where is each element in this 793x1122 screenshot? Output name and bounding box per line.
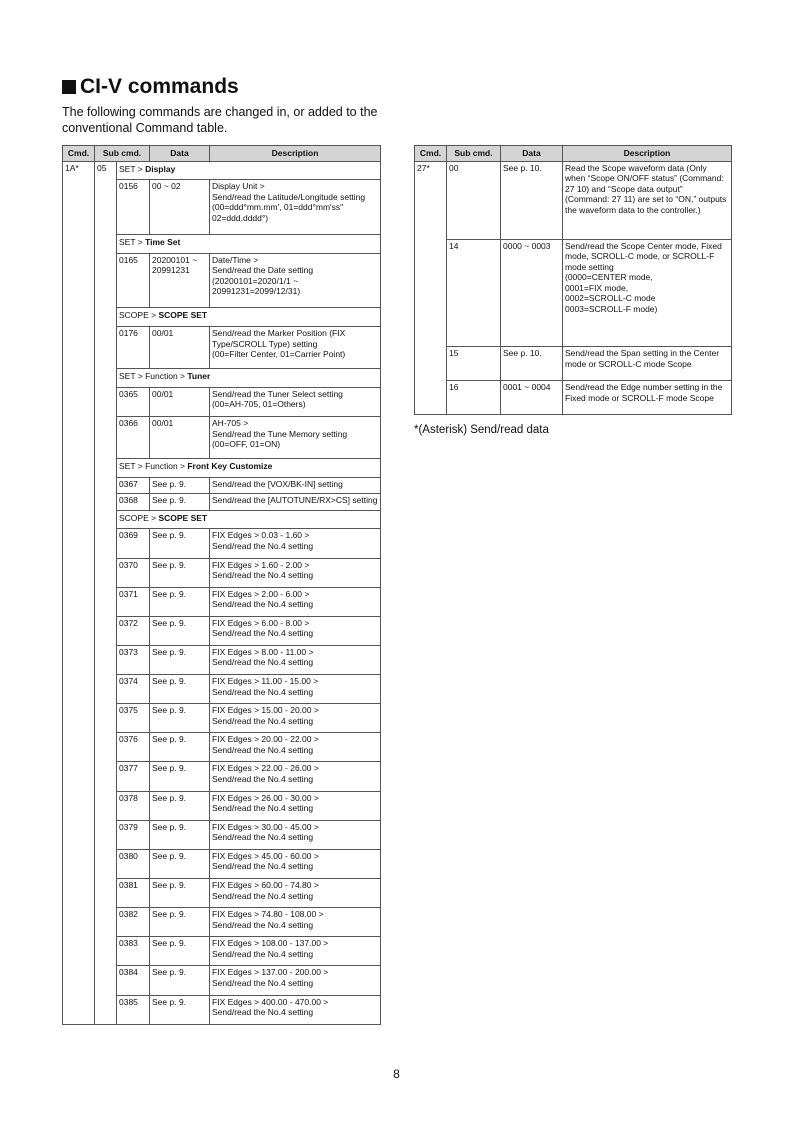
description-cell — [210, 733, 381, 762]
description-line: Send/read the Date setting — [212, 265, 314, 276]
page-number: 8 — [393, 1067, 400, 1081]
col-header-cmd: Cmd. — [415, 146, 447, 162]
description-line: FIX Edges > 60.00 - 74.80 > — [212, 880, 319, 891]
description-line: Send/read the No.4 setting — [212, 861, 314, 872]
data-cell: See p. 9. — [150, 477, 210, 493]
table-row — [415, 381, 732, 415]
data-cell: See p. 9. — [150, 849, 210, 878]
code-cell: 0378 — [117, 791, 150, 820]
description-cell — [210, 387, 381, 416]
description-line: Send/read the Tuner Select setting — [212, 388, 343, 399]
description-line: Send/read the Tune Memory setting — [212, 428, 348, 439]
description-line: Send/read the No.4 setting — [212, 948, 314, 959]
description-cell — [210, 675, 381, 704]
section-title — [117, 161, 381, 180]
code-cell: 0366 — [117, 417, 150, 459]
description-cell — [210, 587, 381, 616]
code-cell: 0380 — [117, 849, 150, 878]
description-line: Display Unit > — [212, 181, 265, 192]
command-table-27 — [414, 145, 732, 415]
code-cell: 0374 — [117, 675, 150, 704]
data-cell: See p. 9. — [150, 494, 210, 510]
description-line: FIX Edges > 1.60 - 2.00 > — [212, 559, 310, 570]
data-cell: See p. 9. — [150, 645, 210, 674]
code-cell: 0381 — [117, 879, 150, 908]
description-line: Send/read the [VOX/BK-IN] setting — [212, 478, 343, 489]
table-header-row — [415, 146, 732, 162]
description-line: Send/read the No.4 setting — [212, 686, 314, 697]
section-path: SCOPE > — [119, 512, 159, 523]
sub-cmd-cell: 14 — [447, 239, 501, 347]
data-cell: See p. 9. — [150, 908, 210, 937]
code-cell: 0165 — [117, 253, 150, 308]
sub-cmd-cell: 16 — [447, 381, 501, 415]
description-line: FIX Edges > 137.00 - 200.00 > — [212, 967, 329, 978]
description-line: Send/read the No.4 setting — [212, 919, 314, 930]
description-line: Send/read the No.4 setting — [212, 773, 314, 784]
description-line: Send/read the No.4 setting — [212, 599, 314, 610]
description-line: FIX Edges > 0.03 - 1.60 > — [212, 530, 310, 541]
sub-cmd-cell: 15 — [447, 347, 501, 381]
code-cell: 0384 — [117, 966, 150, 995]
description-line: FIX Edges > 2.00 - 6.00 > — [212, 588, 310, 599]
command-table-1a — [62, 145, 381, 1025]
code-cell: 0367 — [117, 477, 150, 493]
table-row — [415, 347, 732, 381]
description-line: AH-705 > — [212, 418, 249, 429]
table-header-row — [63, 146, 381, 162]
description-line: 0001=FIX mode, — [565, 282, 629, 293]
section-title — [117, 308, 381, 327]
data-cell: See p. 9. — [150, 704, 210, 733]
description-line: FIX Edges > 8.00 - 11.00 > — [212, 646, 314, 657]
code-cell: 0375 — [117, 704, 150, 733]
code-cell: 0370 — [117, 558, 150, 587]
code-cell: 0385 — [117, 995, 150, 1024]
description-line: Send/read the Latitude/Longitude setting — [212, 191, 366, 202]
data-cell: See p. 9. — [150, 879, 210, 908]
description-cell — [210, 327, 381, 369]
description-line: (00=OFF, 01=ON) — [212, 439, 281, 450]
description-line: Send/read the No.4 setting — [212, 890, 314, 901]
code-cell: 0156 — [117, 180, 150, 235]
description-cell — [563, 239, 732, 347]
description-cell — [210, 820, 381, 849]
description-line: FIX Edges > 11.00 - 15.00 > — [212, 676, 319, 687]
data-cell: See p. 9. — [150, 529, 210, 558]
description-cell — [210, 645, 381, 674]
description-line: Send/read the Span setting in the Center mode or SCROLL-C mode Scope — [565, 348, 720, 369]
section-path: SET > Function > — [119, 460, 188, 471]
col-header-data: Data — [150, 146, 210, 162]
description-line: FIX Edges > 22.00 - 26.00 > — [212, 763, 319, 774]
data-cell: See p. 10. — [501, 161, 563, 239]
code-cell: 0368 — [117, 494, 150, 510]
sub-cmd-cell: 00 — [447, 161, 501, 239]
data-cell: See p. 9. — [150, 937, 210, 966]
description-line: Send/read the No.4 setting — [212, 977, 314, 988]
description-cell — [210, 966, 381, 995]
description-line: (00=ddd°mm.mm', 01=ddd°mm'ss" — [212, 202, 344, 213]
section-name: Display — [145, 163, 176, 174]
description-line: FIX Edges > 6.00 - 8.00 > — [212, 617, 310, 628]
description-line: FIX Edges > 20.00 - 22.00 > — [212, 734, 319, 745]
description-line: (00=Filter Center, 01=Carrier Point) — [212, 349, 346, 360]
intro-paragraph: The following commands are changed in, or added to the conventional Command table. — [62, 105, 378, 135]
col-header-sub-cmd: Sub cmd. — [447, 146, 501, 162]
code-cell: 0373 — [117, 645, 150, 674]
description-cell — [563, 161, 732, 239]
data-cell: 00/01 — [150, 387, 210, 416]
description-line: Send/read the No.4 setting — [212, 657, 314, 668]
description-line: FIX Edges > 15.00 - 20.00 > — [212, 705, 319, 716]
description-line: Send/read the No.4 setting — [212, 540, 314, 551]
section-title — [117, 510, 381, 529]
col-header-description: Description — [563, 146, 732, 162]
col-header-description: Description — [210, 146, 381, 162]
code-cell: 0379 — [117, 820, 150, 849]
data-cell: 0001 ~ 0004 — [501, 381, 563, 415]
cmd-cell: 1A* — [63, 161, 95, 1025]
description-cell — [210, 762, 381, 791]
code-cell: 0369 — [117, 529, 150, 558]
data-cell: 20200101 ~ 20991231 — [150, 253, 210, 308]
description-line: Read the Scope waveform data (Only when “Scope ON/OFF status” (Command: 27 10) and “Scope data output” (Command: 27 11) are set to “ON,” outputs the waveform data to the controller.) — [565, 162, 727, 215]
section-row — [63, 161, 381, 180]
description-cell — [210, 704, 381, 733]
description-cell — [210, 417, 381, 459]
data-cell: See p. 10. — [501, 347, 563, 381]
description-cell — [210, 477, 381, 493]
data-cell: See p. 9. — [150, 616, 210, 645]
section-title — [117, 369, 381, 388]
description-cell — [210, 616, 381, 645]
description-cell — [210, 879, 381, 908]
description-line: 02=ddd.dddd°) — [212, 212, 269, 223]
description-cell — [210, 180, 381, 235]
description-line: Send/read the Scope Center mode, Fixed mode, SCROLL-C mode, or SCROLL-F mode setting — [565, 240, 722, 272]
description-line: (20200101=2020/1/1 ~ — [212, 275, 299, 286]
section-title — [117, 458, 381, 477]
description-cell — [563, 381, 732, 415]
description-line: Send/read the No.4 setting — [212, 803, 314, 814]
data-cell: 0000 ~ 0003 — [501, 239, 563, 347]
description-line: FIX Edges > 108.00 - 137.00 > — [212, 938, 329, 949]
description-line: (00=AH-705, 01=Others) — [212, 399, 306, 410]
data-cell: See p. 9. — [150, 791, 210, 820]
section-name: Time Set — [145, 236, 181, 247]
section-name: Tuner — [187, 371, 211, 382]
description-cell — [210, 908, 381, 937]
description-cell — [210, 849, 381, 878]
section-path: SET > — [119, 236, 146, 247]
section-name: SCOPE SET — [158, 512, 208, 523]
description-cell — [210, 791, 381, 820]
description-cell — [210, 937, 381, 966]
section-path: SET > Function > — [119, 371, 188, 382]
description-line: Send/read the No.4 setting — [212, 715, 314, 726]
description-cell — [210, 995, 381, 1024]
code-cell: 0371 — [117, 587, 150, 616]
data-cell: See p. 9. — [150, 587, 210, 616]
code-cell: 0176 — [117, 327, 150, 369]
data-cell: See p. 9. — [150, 995, 210, 1024]
data-cell: 00/01 — [150, 417, 210, 459]
table-row — [415, 161, 732, 239]
description-line: Send/read the No.4 setting — [212, 570, 314, 580]
description-cell — [210, 529, 381, 558]
data-cell: See p. 9. — [150, 558, 210, 587]
description-line: Send/read the No.4 setting — [212, 628, 314, 639]
data-cell: See p. 9. — [150, 820, 210, 849]
code-cell: 0365 — [117, 387, 150, 416]
table-row — [415, 239, 732, 347]
cmd-cell: 27* — [415, 161, 447, 415]
section-title — [117, 234, 381, 253]
description-line: 20991231=2099/12/31) — [212, 286, 301, 297]
section-name: Front Key Customize — [187, 460, 273, 471]
description-line: Send/read the No.4 setting — [212, 1007, 314, 1018]
description-line: Send/read the [AUTOTUNE/RX>CS] setting — [212, 495, 378, 506]
asterisk-note: *(Asterisk) Send/read data — [414, 424, 549, 436]
description-line: Send/read the No.4 setting — [212, 832, 314, 843]
description-line: Send/read the No.4 setting — [212, 744, 314, 755]
data-cell: 00/01 — [150, 327, 210, 369]
data-cell: See p. 9. — [150, 762, 210, 791]
code-cell: 0377 — [117, 762, 150, 791]
data-cell: See p. 9. — [150, 966, 210, 995]
description-line: FIX Edges > 74.80 - 108.00 > — [212, 909, 324, 920]
description-line: FIX Edges > 30.00 - 45.00 > — [212, 821, 319, 832]
description-line: FIX Edges > 400.00 - 470.00 > — [212, 996, 329, 1007]
code-cell: 0383 — [117, 937, 150, 966]
col-header-sub-cmd: Sub cmd. — [95, 146, 150, 162]
page-title-text: CI-V commands — [80, 75, 239, 98]
description-line: Date/Time > — [212, 254, 259, 265]
code-cell: 0372 — [117, 616, 150, 645]
code-cell: 0382 — [117, 908, 150, 937]
data-cell: See p. 9. — [150, 733, 210, 762]
description-line: 0002=SCROLL-C mode — [565, 293, 656, 304]
code-cell: 0376 — [117, 733, 150, 762]
col-header-data: Data — [501, 146, 563, 162]
sub-cmd-cell: 05 — [95, 161, 117, 1025]
description-line: FIX Edges > 26.00 - 30.00 > — [212, 792, 319, 803]
description-cell — [210, 558, 381, 587]
description-line: 0003=SCROLL-F mode) — [565, 303, 658, 314]
section-name: SCOPE SET — [158, 310, 208, 321]
square-bullet-icon — [62, 80, 76, 94]
description-cell — [563, 347, 732, 381]
section-path: SCOPE > — [119, 310, 159, 321]
description-line: Send/read the Marker Position (FIX Type/SCROLL Type) setting — [212, 328, 346, 349]
description-line: FIX Edges > 45.00 - 60.00 > — [212, 850, 319, 861]
description-cell — [210, 494, 381, 510]
col-header-cmd: Cmd. — [63, 146, 95, 162]
data-cell: See p. 9. — [150, 675, 210, 704]
description-line: Send/read the Edge number setting in the Fixed mode or SCROLL-F mode Scope — [565, 382, 723, 403]
data-cell: 00 ~ 02 — [150, 180, 210, 235]
section-path: SET > — [119, 163, 146, 174]
description-line: (0000=CENTER mode, — [565, 272, 653, 283]
page-title — [62, 74, 239, 100]
description-cell — [210, 253, 381, 308]
